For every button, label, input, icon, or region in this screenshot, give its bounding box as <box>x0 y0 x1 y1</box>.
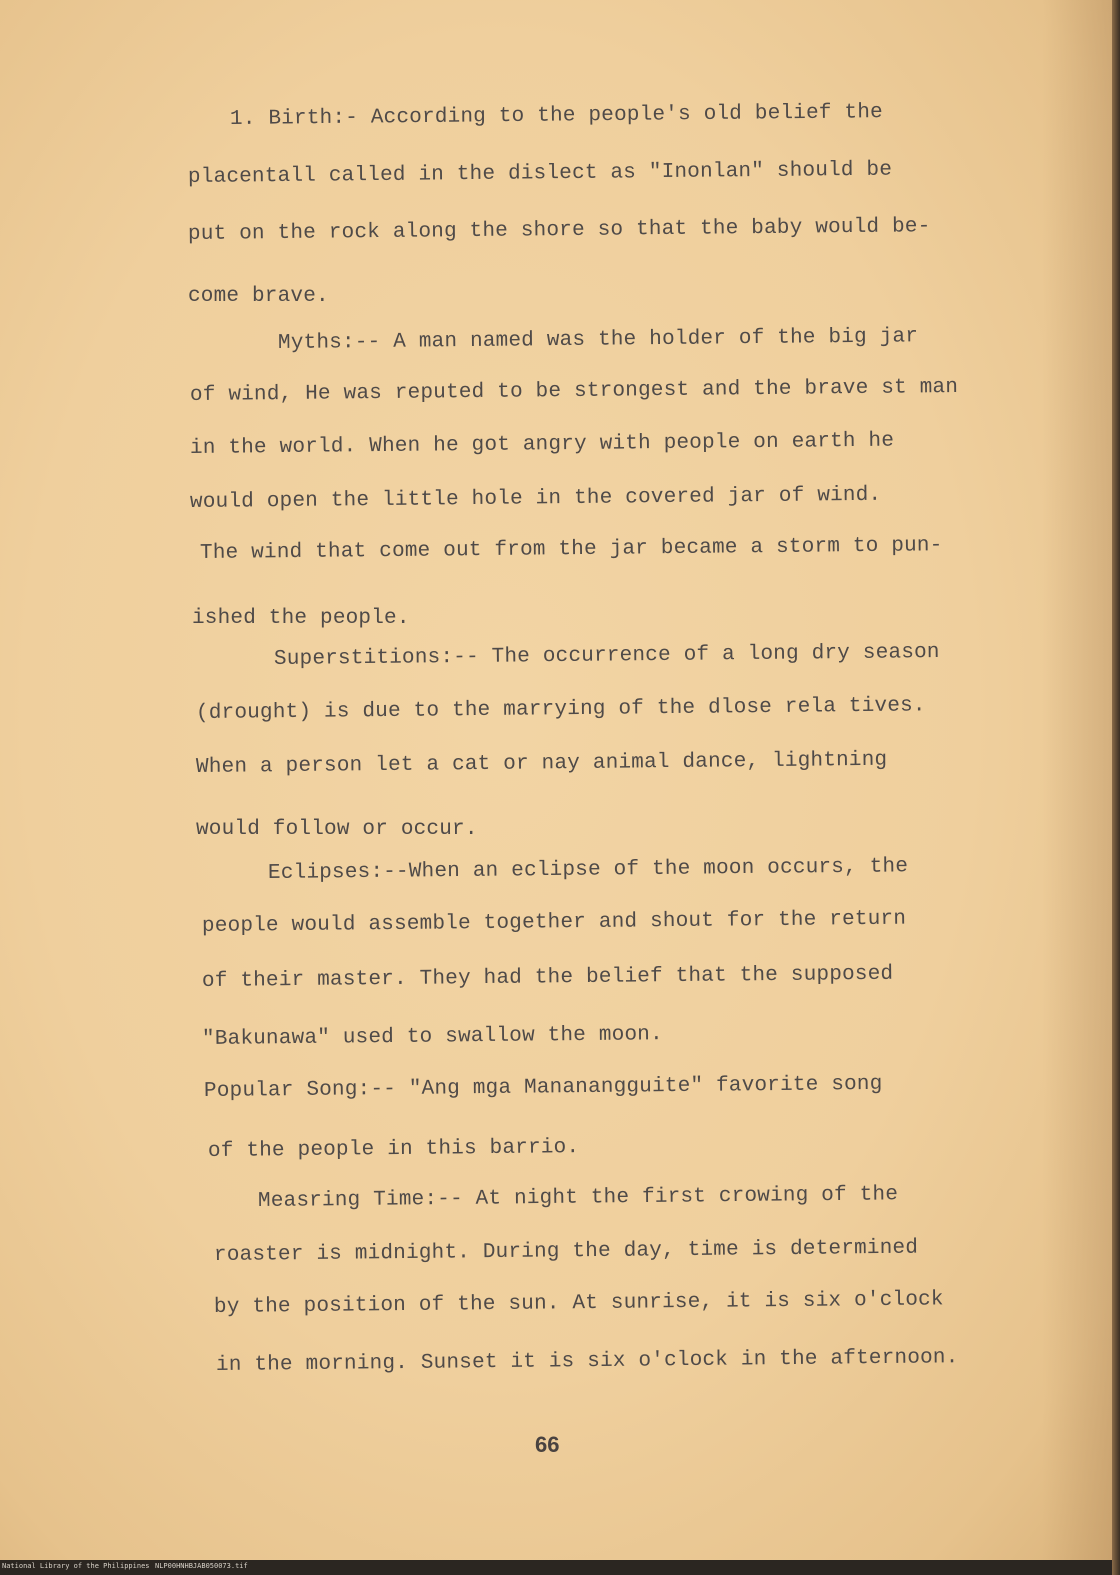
page-shadow <box>1042 0 1112 1575</box>
text-line: in the morning. Sunset it is six o'clock in the afternoon. <box>215 1346 959 1377</box>
text-line: people would assemble together and shout for the return <box>201 907 907 938</box>
text-line: would open the little hole in the covered jar of wind. <box>189 483 882 514</box>
text-line: When a person let a cat or nay animal dance, lightning <box>195 748 888 779</box>
text-line: placentall called in the dislect as "Inonlan" should be <box>187 158 893 189</box>
text-line: would follow or occur. <box>196 818 478 841</box>
text-line: come brave. <box>188 285 329 308</box>
text-line: by the position of the sun. At sunrise, it is six o'clock <box>213 1288 944 1319</box>
text-line: ished the people. <box>192 607 410 630</box>
text-line: Popular Song:-- "Ang mga Mananangguite" favorite song <box>203 1072 883 1103</box>
text-line: put on the rock along the shore so that the baby would be- <box>187 215 931 246</box>
text-line: "Bakunawa" used to swallow the moon. <box>201 1023 663 1051</box>
text-line: Eclipses:--When an eclipse of the moon occurs, the <box>267 855 909 885</box>
text-line: Superstitions:-- The occurrence of a long dry season <box>273 641 940 671</box>
text-line: Myths:-- A man named was the holder of the big jar <box>277 325 919 355</box>
page-number: 66 <box>535 1432 560 1457</box>
text-line: The wind that come out from the jar became a storm to pun- <box>199 534 943 565</box>
text-line: of their master. They had the belief that the supposed <box>201 962 894 993</box>
footer-library: National Library of the Philippines <box>2 1562 150 1570</box>
text-line: of the people in this barrio. <box>207 1136 580 1163</box>
text-line: Measring Time:-- At night the first crowing of the <box>257 1183 899 1213</box>
book-edge <box>1112 0 1120 1575</box>
text-line: 1. Birth:- According to the people's old belief the <box>229 101 883 131</box>
text-line: (drought) is due to the marrying of the dlose rela tives. <box>195 694 926 725</box>
footer-filename: NLP00HNHBJAB050073.tif <box>155 1562 248 1570</box>
text-line: of wind, He was reputed to be strongest and the brave st man <box>189 375 959 407</box>
text-line: roaster is midnight. During the day, time is determined <box>213 1236 919 1267</box>
text-line: in the world. When he got angry with people on earth he <box>189 429 895 460</box>
